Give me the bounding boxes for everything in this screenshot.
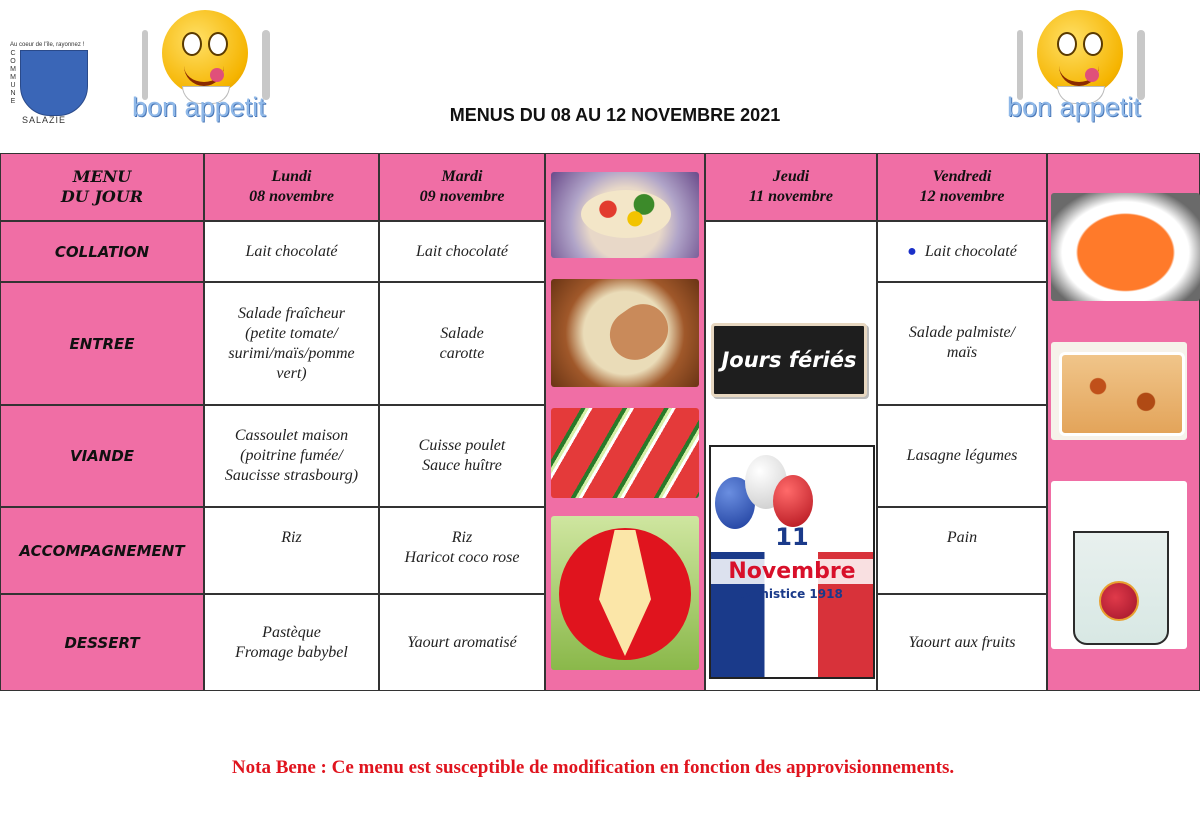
menu-cell: Lait chocolaté — [204, 221, 379, 282]
day-name: Jeudi — [772, 168, 810, 185]
yogurt-photo-icon — [1051, 481, 1187, 649]
row-label-entree: ENTREE — [0, 282, 204, 405]
menu-cell: Pain — [877, 507, 1047, 594]
fork-icon — [142, 30, 148, 100]
menu-cell: Lasagne légumes — [877, 405, 1047, 507]
menu-cell: Pastèque Fromage babybel — [204, 594, 379, 691]
bon-appetit-text: bon appetit — [1007, 92, 1141, 122]
day-header-vendredi — [877, 153, 1047, 221]
carrot-salad-photo-icon — [1051, 193, 1200, 301]
fork-icon — [1017, 30, 1023, 100]
bullet-icon: ● — [907, 242, 917, 260]
menu-cell: Lait chocolaté — [379, 221, 545, 282]
day-name: Mardi — [441, 168, 483, 185]
menu-cell — [877, 221, 1047, 282]
cassoulet-photo-icon — [551, 279, 699, 387]
watermelon-photo-icon — [551, 408, 699, 498]
menu-cell: Yaourt aromatisé — [379, 594, 545, 691]
lasagne-photo-icon — [1051, 342, 1187, 440]
menu-cell: Riz Haricot coco rose — [379, 507, 545, 594]
menu-cell-text: Lait chocolaté — [924, 242, 1017, 260]
menu-cell: Salade fraîcheur (petite tomate/ surimi/maïs/pomme vert) — [204, 282, 379, 405]
armistice-subtitle: Armistice 1918 — [741, 587, 843, 601]
bon-appetit-text: bon appetit — [132, 92, 266, 122]
babybel-photo-icon — [551, 516, 699, 670]
day-header-lundi — [204, 153, 379, 221]
armistice-poster — [709, 445, 875, 679]
menu-cell: Salade carotte — [379, 282, 545, 405]
day-date: 12 novembre — [919, 188, 1005, 205]
salad-photo-icon — [551, 172, 699, 258]
red-balloon-icon — [773, 475, 813, 527]
day-name: Lundi — [271, 168, 312, 185]
menu-cell: Yaourt aux fruits — [877, 594, 1047, 691]
day-header-jeudi — [705, 153, 877, 221]
holiday-sign — [711, 323, 867, 397]
day-date: 09 novembre — [419, 188, 505, 205]
smiley-face-icon — [1037, 10, 1123, 96]
commune-logo — [8, 42, 88, 128]
row-label-dessert: DESSERT — [0, 594, 204, 691]
day-date: 08 novembre — [249, 188, 334, 205]
knife-icon — [1137, 30, 1145, 100]
menu-cell: Salade palmiste/ maïs — [877, 282, 1047, 405]
menu-cell: Cassoulet maison (poitrine fumée/ Saucisse strasbourg) — [204, 405, 379, 507]
armistice-month: Novembre — [711, 559, 873, 584]
row-label-collation: COLLATION — [0, 221, 204, 282]
menu-corner-label: MENU DU JOUR — [0, 153, 204, 221]
logo-name: SALAZIE — [22, 115, 67, 125]
day-date: 11 novembre — [749, 188, 833, 205]
bon-appetit-smiley-left — [130, 8, 290, 128]
logo-tagline: Au coeur de l'île, rayonnez ! — [10, 42, 85, 48]
armistice-day: 11 — [775, 523, 809, 551]
footer-note: Nota Bene : Ce menu est susceptible de modification en fonction des approvisionnements. — [231, 757, 955, 778]
menu-cell: Cuisse poulet Sauce huître — [379, 405, 545, 507]
day-name: Vendredi — [932, 168, 992, 185]
menu-cell: Riz — [204, 507, 379, 594]
page-title: MENUS DU 08 AU 12 NOVEMBRE 2021 — [449, 105, 781, 125]
smiley-face-icon — [162, 10, 248, 96]
day-header-mardi — [379, 153, 545, 221]
knife-icon — [262, 30, 270, 100]
row-label-viande: VIANDE — [0, 405, 204, 507]
coat-of-arms-icon — [20, 50, 88, 116]
holiday-sign-text: Jours fériés — [721, 348, 857, 372]
bon-appetit-smiley-right — [1005, 8, 1165, 128]
row-label-accompagnement: ACCOMPAGNEMENT — [0, 507, 204, 594]
logo-commune-text: C O M M U N E — [10, 50, 16, 105]
